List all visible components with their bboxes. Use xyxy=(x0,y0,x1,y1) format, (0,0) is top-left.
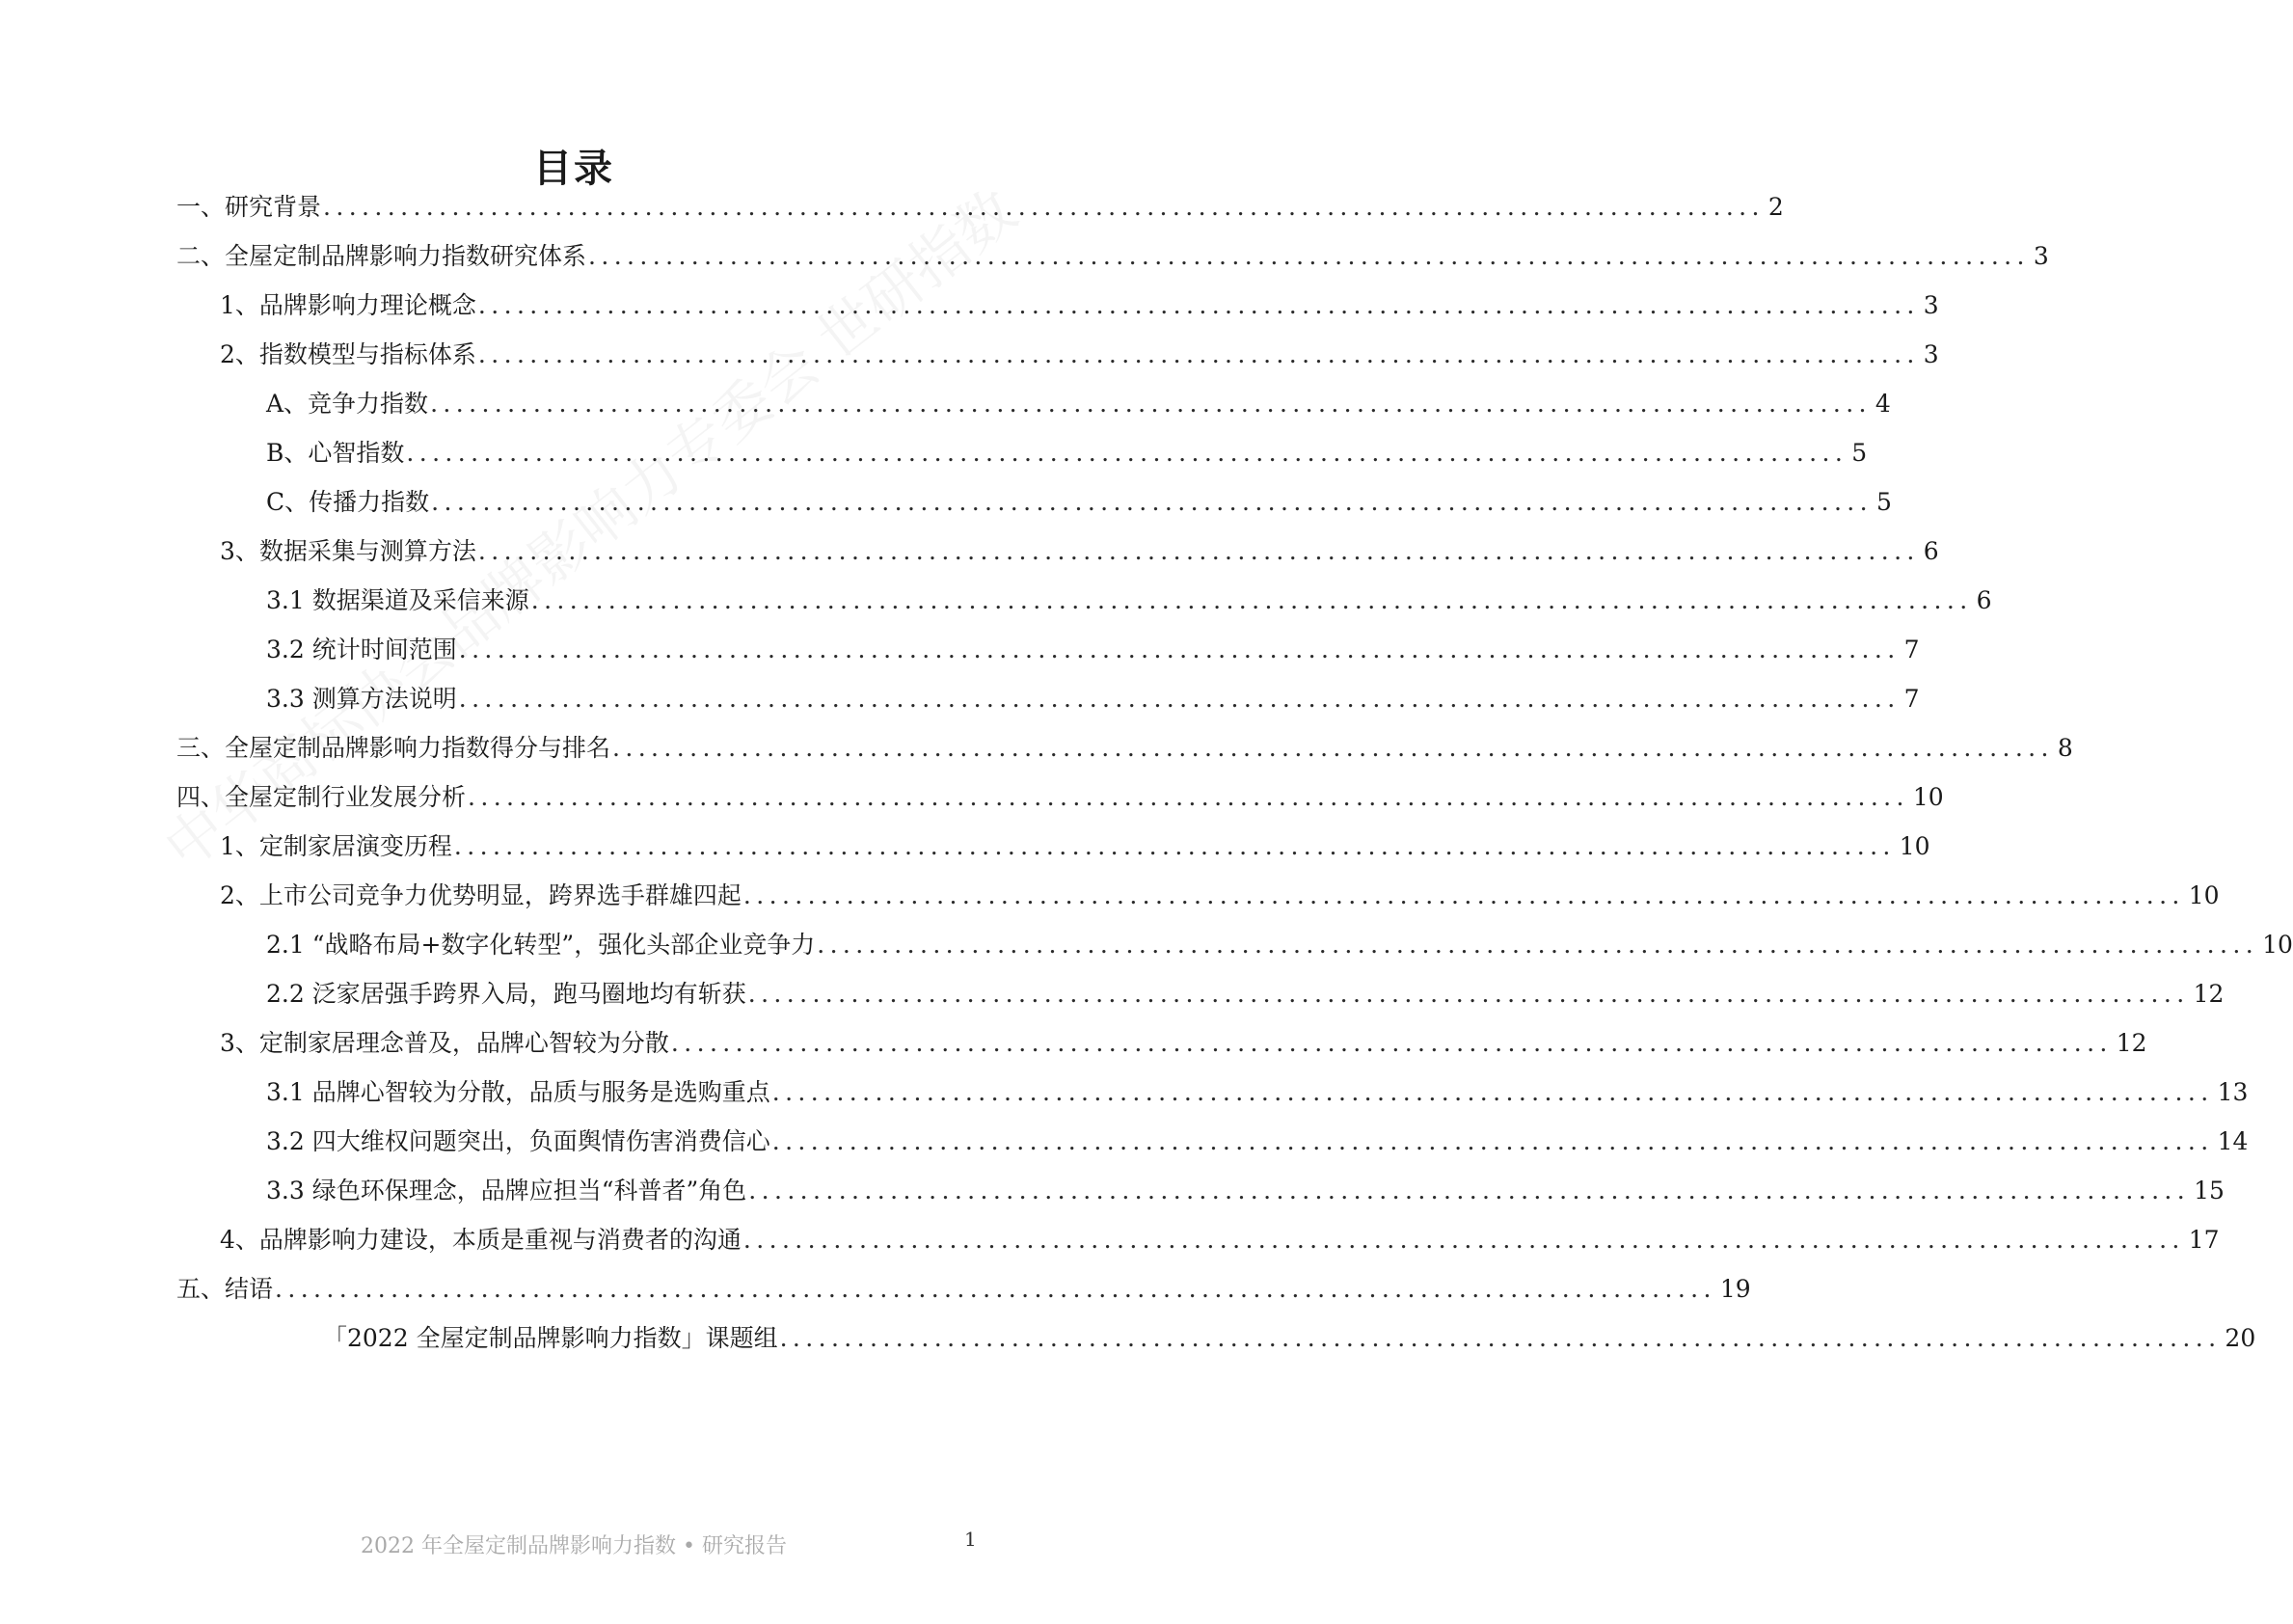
toc-entry-label: 3.3 绿色环保理念，品牌应担当“科普者”角色 xyxy=(266,1177,747,1204)
toc-entry-page: 10 xyxy=(2262,931,2293,959)
toc-leader-dots: ................................................................................................................ xyxy=(458,685,1901,713)
toc-leader-dots: ................................................................................................................ xyxy=(406,439,1848,467)
toc-entry-label: A、竞争力指数 xyxy=(266,390,429,418)
toc-entry-index-model[interactable] xyxy=(220,338,1939,372)
toc-entry-listed-companies[interactable] xyxy=(220,879,2220,913)
toc-leader-dots: ................................................................................................................ xyxy=(458,636,1901,663)
toc-leader-dots: ................................................................................................................ xyxy=(748,1177,2191,1204)
toc-entry-page: 2 xyxy=(1767,193,1784,221)
toc-entry-label: 二、全屋定制品牌影响力指数研究体系 xyxy=(176,242,587,270)
toc-entry-label: 3、数据采集与测算方法 xyxy=(220,537,476,565)
page-number: 1 xyxy=(964,1528,977,1551)
toc-entry-label: 3.1 数据渠道及采信来源 xyxy=(266,586,529,614)
toc-entry-label: C、传播力指数 xyxy=(266,488,430,516)
page-title: 目录 xyxy=(533,147,614,191)
toc-leader-dots: ................................................................................................................ xyxy=(779,1324,2222,1352)
toc-entry-page: 17 xyxy=(2188,1226,2220,1254)
toc-leader-dots: ................................................................................................................ xyxy=(477,291,1920,319)
toc-entry-page: 6 xyxy=(1923,537,1939,565)
toc-leader-dots: ................................................................................................................ xyxy=(771,1127,2214,1155)
toc-entry-communication-index[interactable] xyxy=(266,485,1892,520)
toc-leader-dots: ................................................................................................................ xyxy=(275,1275,1716,1303)
toc-leader-dots: ................................................................................................................ xyxy=(468,783,1909,811)
toc-entry-page: 4 xyxy=(1875,390,1891,418)
toc-leader-dots: ................................................................................................................ xyxy=(453,832,1896,860)
toc-entry-mindshare-index[interactable] xyxy=(266,436,1868,471)
toc-entry-page: 12 xyxy=(2116,1029,2147,1057)
toc-entry-strategy-digital[interactable] xyxy=(266,928,2293,962)
page-footer: 2022 年全屋定制品牌影响力指数 • 研究报告 xyxy=(361,1534,787,1558)
toc-entry-calculation-method[interactable] xyxy=(266,682,1920,717)
toc-entry-data-collection[interactable] xyxy=(220,534,1939,569)
toc-entry-label: 「2022 全屋定制品牌影响力指数」课题组 xyxy=(323,1324,778,1352)
toc-leader-dots: ................................................................................................................ xyxy=(431,488,1873,516)
toc-entry-cross-border[interactable] xyxy=(266,977,2225,1012)
toc-entry-evolution-history[interactable] xyxy=(220,829,1930,864)
toc-entry-label: 五、结语 xyxy=(176,1275,274,1303)
toc-entry-page: 13 xyxy=(2217,1078,2249,1106)
toc-leader-dots: ................................................................................................................ xyxy=(742,1226,2185,1254)
toc-entry-conclusion[interactable] xyxy=(176,1272,1751,1307)
toc-entry-page: 10 xyxy=(1899,832,1930,860)
toc-entry-label: 3.2 统计时间范围 xyxy=(266,636,457,663)
toc-entry-page: 3 xyxy=(1923,340,1939,368)
toc-entry-scores-ranking[interactable] xyxy=(176,731,2073,766)
toc-entry-industry-analysis[interactable] xyxy=(176,780,1944,815)
toc-entry-label: 3.1 品牌心智较为分散，品质与服务是选购重点 xyxy=(266,1078,770,1106)
toc-entry-quality-service[interactable] xyxy=(266,1075,2249,1110)
toc-entry-label: 3、定制家居理念普及，品牌心智较为分散 xyxy=(220,1029,669,1057)
toc-entry-label: 2、上市公司竞争力优势明显，跨界选手群雄四起 xyxy=(220,881,742,909)
toc-entry-page: 7 xyxy=(1903,636,1920,663)
toc-entry-page: 3 xyxy=(1923,291,1939,319)
toc-entry-time-range[interactable] xyxy=(266,633,1920,667)
toc-entry-label: 3.2 四大维权问题突出，负面舆情伤害消费信心 xyxy=(266,1127,770,1155)
toc-entry-research-background[interactable] xyxy=(176,190,1784,225)
toc-entry-green-concept[interactable] xyxy=(266,1174,2225,1208)
toc-entry-page: 7 xyxy=(1903,685,1920,713)
toc-entry-label: 4、品牌影响力建设，本质是重视与消费者的沟通 xyxy=(220,1226,742,1254)
toc-leader-dots: ................................................................................................................ xyxy=(477,537,1920,565)
toc-entry-label: 三、全屋定制品牌影响力指数得分与排名 xyxy=(176,734,611,762)
toc-entry-label: 2.2 泛家居强手跨界入局，跑马圈地均有斩获 xyxy=(266,980,746,1008)
toc-entry-brand-building[interactable] xyxy=(220,1223,2220,1258)
toc-leader-dots: ................................................................................................................ xyxy=(670,1029,2113,1057)
toc-entry-page: 10 xyxy=(2188,881,2220,909)
toc-entry-page: 19 xyxy=(1719,1275,1751,1303)
toc-entry-label: 一、研究背景 xyxy=(176,193,322,221)
toc-entry-label: 2.1 “战略布局+数字化转型”，强化头部企业竞争力 xyxy=(266,931,816,959)
toc-leader-dots: ................................................................................................................ xyxy=(323,193,1765,221)
toc-entry-competitiveness-index[interactable] xyxy=(266,387,1891,421)
toc-entry-page: 5 xyxy=(1851,439,1868,467)
toc-entry-page: 15 xyxy=(2194,1177,2225,1204)
toc-entry-concept-popularization[interactable] xyxy=(220,1026,2147,1061)
toc-entry-page: 10 xyxy=(1912,783,1944,811)
toc-entry-page: 20 xyxy=(2225,1324,2256,1352)
toc-entry-label: 1、品牌影响力理论概念 xyxy=(220,291,476,319)
toc-leader-dots: ................................................................................................................ xyxy=(477,340,1920,368)
toc-entry-label: 1、定制家居演变历程 xyxy=(220,832,452,860)
toc-leader-dots: ................................................................................................................ xyxy=(742,881,2185,909)
toc-entry-page: 14 xyxy=(2217,1127,2249,1155)
toc-entry-label: 2、指数模型与指标体系 xyxy=(220,340,476,368)
toc-entry-page: 12 xyxy=(2193,980,2225,1008)
toc-leader-dots: ................................................................................................................ xyxy=(430,390,1872,418)
toc-entry-page: 3 xyxy=(2033,242,2049,270)
toc-entry-brand-theory[interactable] xyxy=(220,288,1939,323)
toc-leader-dots: ................................................................................................................ xyxy=(771,1078,2214,1106)
toc-entry-label: 3.3 测算方法说明 xyxy=(266,685,457,713)
toc-leader-dots: ................................................................................................................ xyxy=(747,980,2190,1008)
toc-entry-label: 四、全屋定制行业发展分析 xyxy=(176,783,467,811)
toc-entry-index-system[interactable] xyxy=(176,239,2049,274)
toc-entry-rights-issues[interactable] xyxy=(266,1124,2249,1159)
toc-entry-page: 8 xyxy=(2057,734,2073,762)
toc-entry-research-group[interactable] xyxy=(323,1321,2256,1356)
toc-leader-dots: ................................................................................................................ xyxy=(612,734,2054,762)
toc-leader-dots: ................................................................................................................ xyxy=(588,242,2030,270)
toc-leader-dots: ................................................................................................................ xyxy=(530,586,1973,614)
toc-entry-page: 5 xyxy=(1875,488,1892,516)
toc-leader-dots: ................................................................................................................ xyxy=(817,931,2259,959)
toc-entry-page: 6 xyxy=(1976,586,1992,614)
toc-entry-label: B、心智指数 xyxy=(266,439,405,467)
toc-entry-data-channels[interactable] xyxy=(266,583,1992,618)
